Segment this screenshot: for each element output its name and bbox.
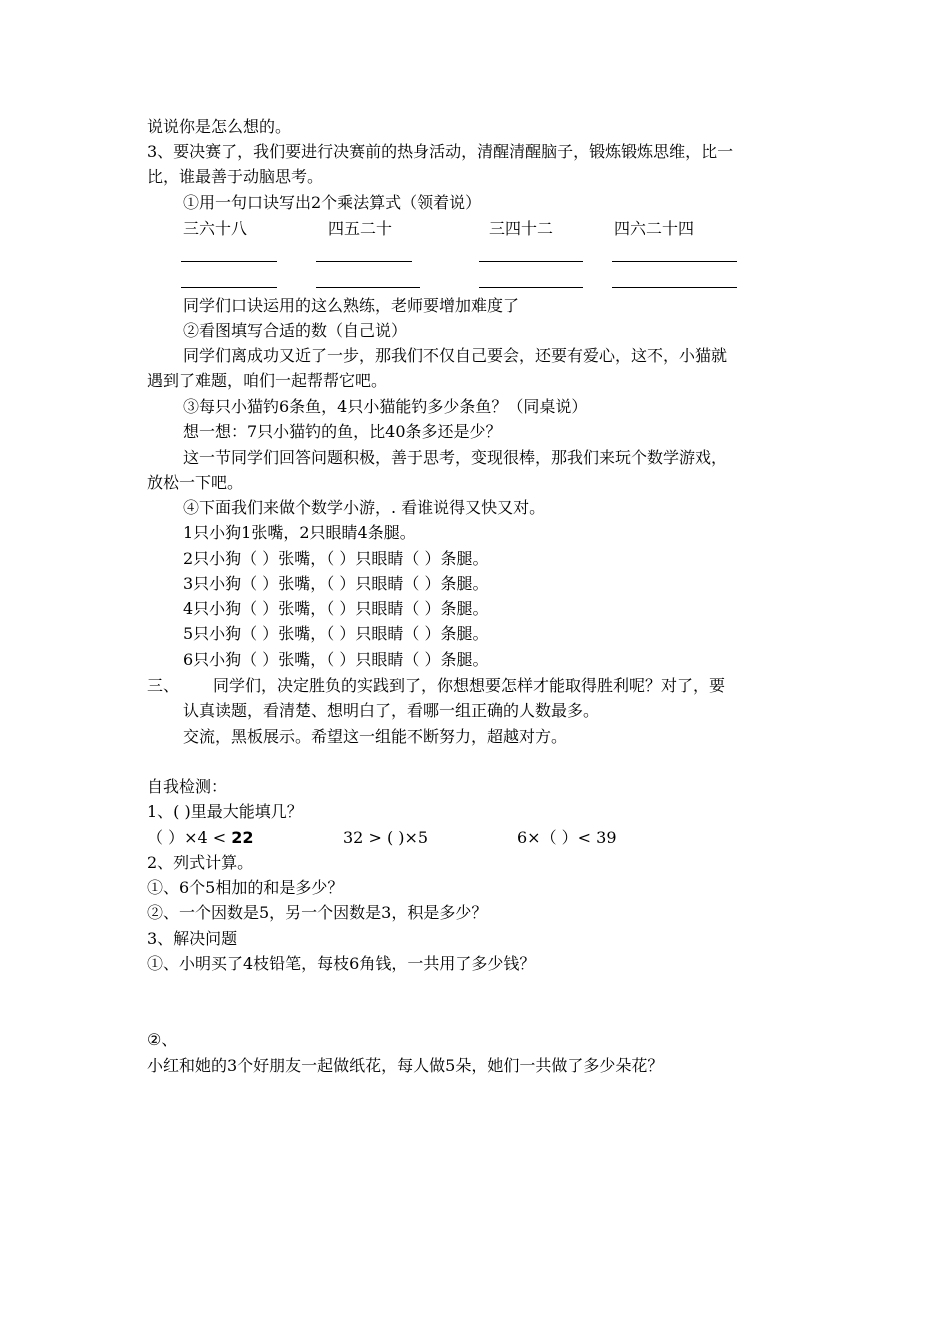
answer-blank[interactable]: [612, 261, 737, 262]
inequality-text: （ ）×4 <: [147, 828, 232, 847]
inequality-item: [147, 828, 254, 848]
text-line: 同学们口诀运用的这么熟练，老师要增加难度了: [183, 296, 520, 315]
inequality-item: 32 > ( )×5: [343, 828, 429, 847]
koujue-item: 三六十八: [183, 219, 248, 238]
text-line: 这一节同学们回答问题积极，善于思考，变现很棒，那我们来玩个数学游戏，: [183, 448, 728, 467]
dog-question: 4只小狗（ ）张嘴，（ ）只眼睛（ ）条腿。: [183, 599, 489, 618]
koujue-item: 四六二十四: [614, 219, 695, 238]
text-line: 3、要决赛了，我们要进行决赛前的热身活动，清醒清醒脑子，锻炼锻炼思维，比一: [147, 142, 734, 161]
text-line: 比，谁最善于动脑思考。: [147, 167, 324, 186]
koujue-item: 三四十二: [489, 219, 554, 238]
answer-blank[interactable]: [612, 287, 737, 288]
koujue-item: 四五二十: [328, 219, 393, 238]
text-line: 同学们离成功又近了一步，那我们不仅自己要会，还要有爱心，这不，小猫就: [183, 346, 728, 365]
question-heading: 2、列式计算。: [147, 853, 254, 872]
inequality-item: 6×（ ）< 39: [517, 828, 617, 847]
text-line: 交流，黑板展示。希望这一组能不断努力，超越对方。: [183, 727, 568, 746]
question-item: ①、小明买了4枝铅笔，每枝6角钱，一共用了多少钱？: [147, 954, 536, 973]
text-line: ③每只小猫钓6条鱼，4只小猫能钓多少条鱼？（同桌说）: [183, 397, 588, 416]
question-heading: 3、解决问题: [147, 929, 238, 948]
dog-question: 6只小狗（ ）张嘴，（ ）只眼睛（ ）条腿。: [183, 650, 489, 669]
dog-question: 2只小狗（ ）张嘴，（ ）只眼睛（ ）条腿。: [183, 549, 489, 568]
answer-blank[interactable]: [479, 287, 583, 288]
text-line: 1只小狗1张嘴，2只眼睛4条腿。: [183, 523, 416, 542]
question-number: ②、: [147, 1030, 178, 1049]
answer-blank[interactable]: [181, 261, 277, 262]
text-line: 想一想：7只小猫钓的鱼，比40条多还是少？: [183, 422, 502, 441]
text-line: ①用一句口诀写出2个乘法算式（领着说）: [183, 193, 482, 212]
section-title: 自我检测：: [147, 777, 228, 796]
text-line: 认真读题，看清楚、想明白了，看哪一组正确的人数最多。: [183, 701, 600, 720]
text-line: 放松一下吧。: [147, 473, 244, 492]
text-line: 遇到了难题，咱们一起帮帮它吧。: [147, 371, 388, 390]
text-line: 说说你是怎么想的。: [147, 117, 292, 136]
answer-blank[interactable]: [181, 287, 277, 288]
answer-blank[interactable]: [479, 261, 583, 262]
answer-blank[interactable]: [316, 261, 412, 262]
question-heading: 1、( )里最大能填几？: [147, 802, 303, 821]
answer-blank[interactable]: [316, 287, 420, 288]
question-item: 小红和她的3个好朋友一起做纸花，每人做5朵，她们一共做了多少朵花？: [147, 1056, 664, 1075]
text-line: ②看图填写合适的数（自己说）: [183, 321, 408, 340]
text-line: 同学们，决定胜负的实践到了，你想想要怎样才能取得胜利呢？对了，要: [213, 676, 726, 695]
dog-question: 3只小狗（ ）张嘴，（ ）只眼睛（ ）条腿。: [183, 574, 489, 593]
text-line: ④下面我们来做个数学小游，. 看谁说得又快又对。: [183, 498, 546, 517]
question-item: ②、一个因数是5，另一个因数是3，积是多少？: [147, 903, 488, 922]
inequality-number: 22: [231, 828, 254, 847]
section-number: 三、: [147, 676, 180, 695]
question-item: ①、6个5相加的和是多少？: [147, 878, 344, 897]
dog-question: 5只小狗（ ）张嘴，（ ）只眼睛（ ）条腿。: [183, 624, 489, 643]
